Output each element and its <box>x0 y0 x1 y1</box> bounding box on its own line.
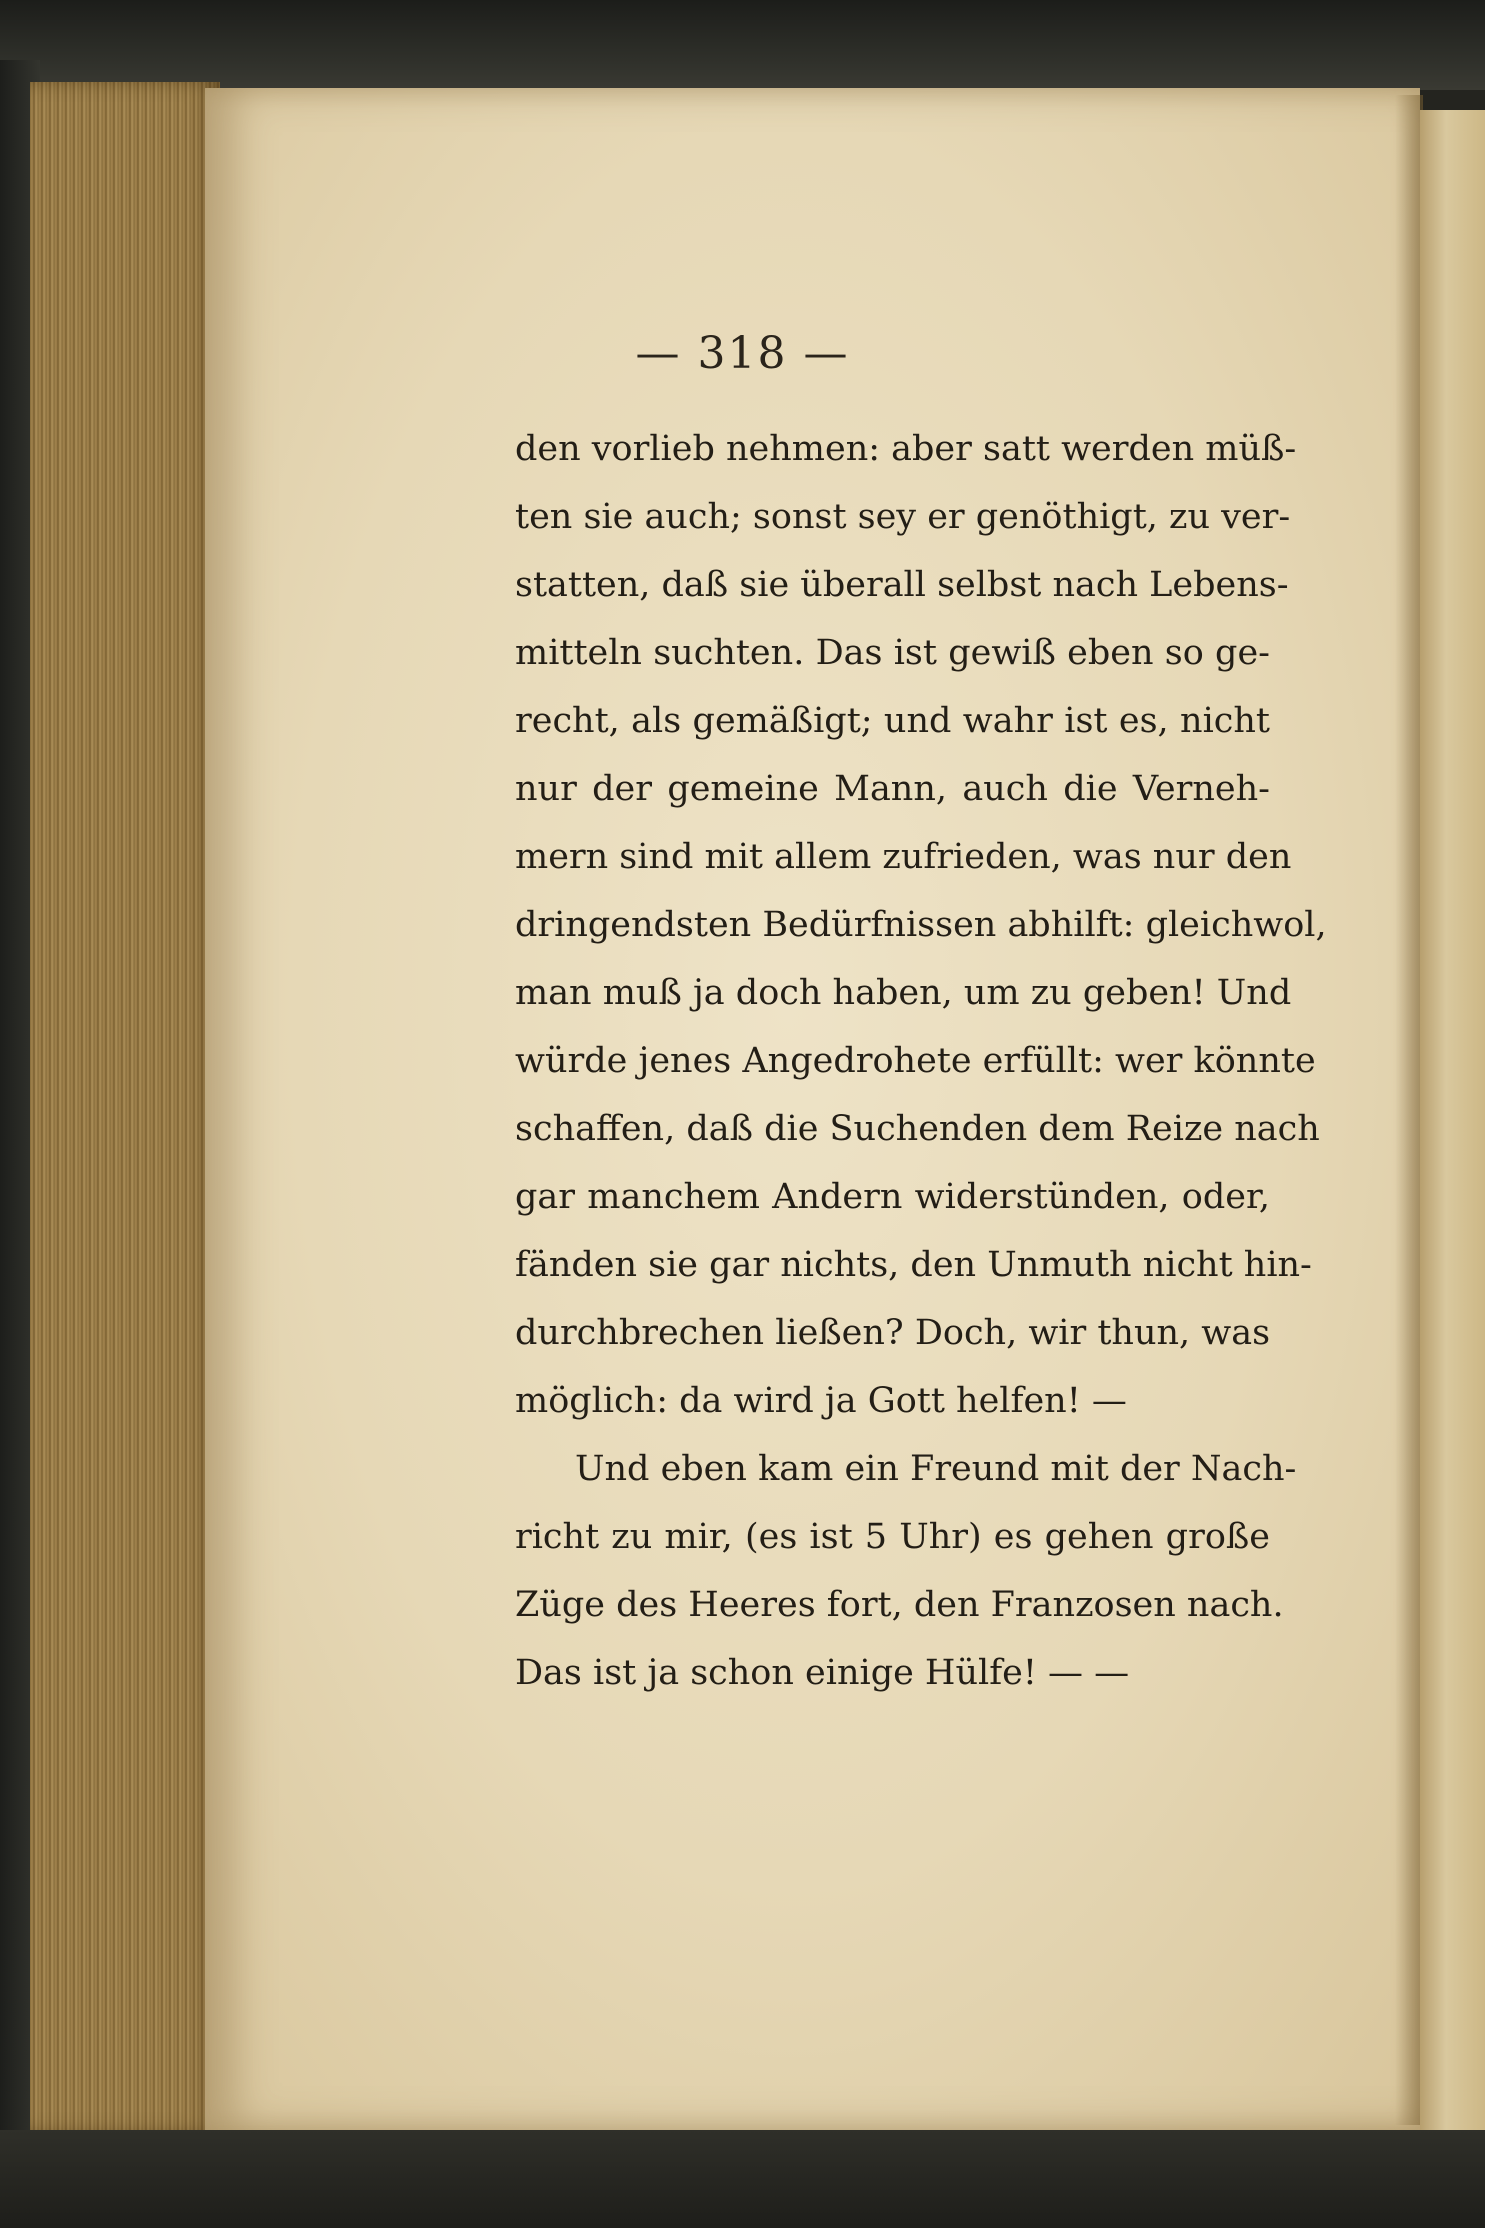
paragraph-start-line: Und eben kam ein Freund mit der Nach- <box>575 1449 1297 1489</box>
text-line: dringendsten Bedürfnissen abhilft: gleichwol, <box>515 905 1327 945</box>
text-line: fänden sie gar nichts, den Unmuth nicht hin- <box>515 1245 1312 1285</box>
text-line: mitteln suchten. Das ist gewiß eben so ge- <box>515 633 1270 673</box>
page-edges <box>30 82 220 2132</box>
text-line: ten sie auch; sonst sey er genöthigt, zu ver- <box>515 497 1291 537</box>
page-number: — 318 — <box>635 328 850 379</box>
text-line: möglich: da wird ja Gott helfen! — <box>515 1381 1127 1421</box>
text-line: schaffen, daß die Suchenden dem Reize nach <box>515 1109 1320 1149</box>
text-line: recht, als gemäßigt; und wahr ist es, nicht <box>515 701 1270 741</box>
text-line: durchbrechen ließen? Doch, wir thun, was <box>515 1313 1271 1353</box>
text-line: statten, daß sie überall selbst nach Lebens- <box>515 565 1289 605</box>
page-gutter <box>1395 95 1423 2125</box>
text-line: würde jenes Angedrohete erfüllt: wer könnte <box>515 1041 1316 1081</box>
text-line: Das ist ja schon einige Hülfe! — — <box>515 1653 1130 1693</box>
page-text <box>515 415 1327 1707</box>
text-line: den vorlieb nehmen: aber satt werden müß- <box>515 429 1297 469</box>
facing-page-edge <box>1420 110 1485 2130</box>
text-line: gar manchem Andern widerstünden, oder, <box>515 1177 1270 1217</box>
text-line: richt zu mir, (es ist 5 Uhr) es gehen große <box>515 1517 1270 1557</box>
book-cover-top <box>0 0 1485 90</box>
text-line: mern sind mit allem zufrieden, was nur den <box>515 837 1292 877</box>
text-line: Züge des Heeres fort, den Franzosen nach. <box>515 1585 1284 1625</box>
text-line: man muß ja doch haben, um zu geben! Und <box>515 973 1292 1013</box>
text-line: nur der gemeine Mann, auch die Verneh- <box>515 769 1270 809</box>
book-cover-bottom <box>0 2130 1485 2228</box>
